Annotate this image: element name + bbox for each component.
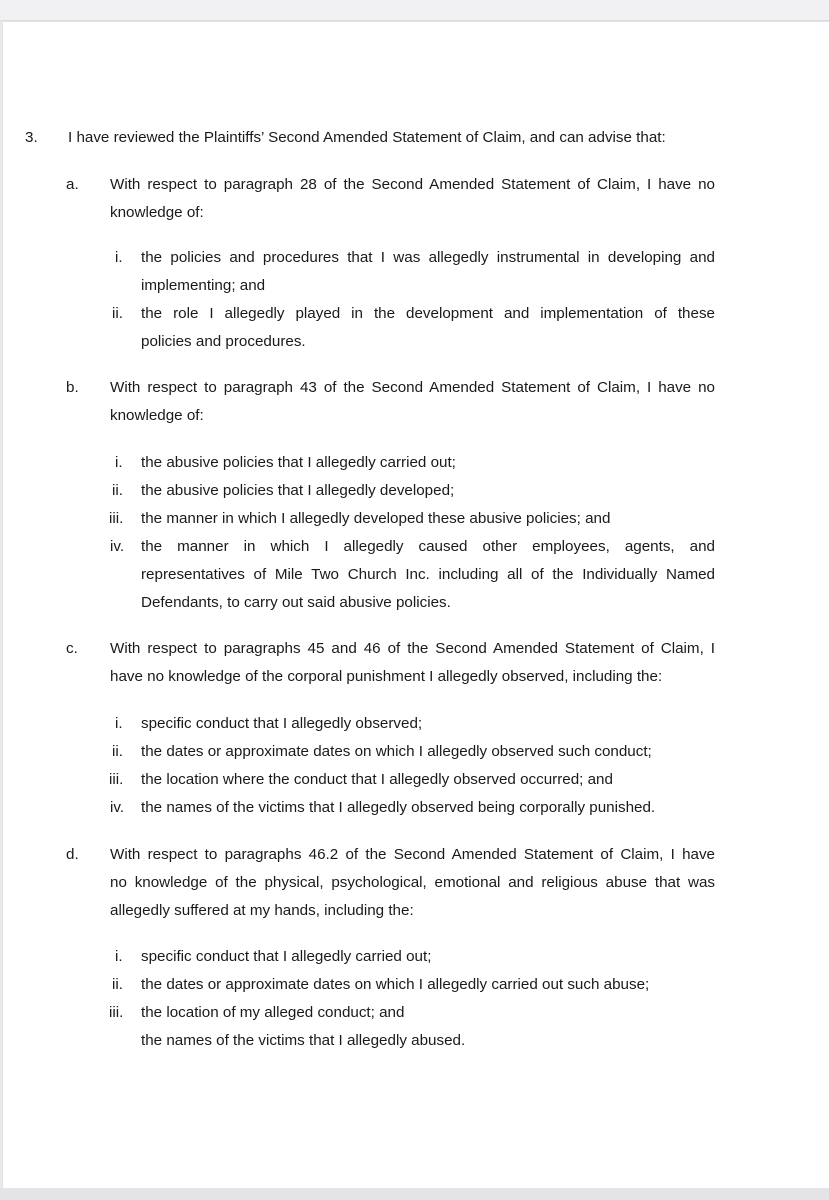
c-item-ii-number: ii.	[112, 743, 123, 760]
c-item-iii-line-1: the location where the conduct that I allegedly observed occurred; and	[141, 771, 613, 788]
subparagraph-a-line-2: knowledge of:	[110, 204, 204, 221]
subparagraph-c-line-1: With respect to paragraphs 45 and 46 of the Second Amended Statement of Claim, I	[110, 640, 715, 657]
document-page	[3, 22, 829, 1188]
b-item-i-line-1: the abusive policies that I allegedly carried out;	[141, 454, 456, 471]
a-item-i-line-2: implementing; and	[141, 277, 266, 294]
d-item-iii-line-1: the location of my alleged conduct; and	[141, 1004, 405, 1021]
b-item-iv-line-1: the manner in which I allegedly caused other employees, agents, and	[141, 538, 715, 555]
a-item-ii-number: ii.	[112, 305, 123, 322]
c-item-iv-line-1: the names of the victims that I allegedly observed being corporally punished.	[141, 799, 656, 816]
a-item-ii-line-1: the role I allegedly played in the development and implementation of these	[141, 305, 715, 322]
subparagraph-d-letter: d.	[66, 846, 79, 863]
b-item-ii-number: ii.	[112, 482, 123, 499]
b-item-ii-line-1: the abusive policies that I allegedly developed;	[141, 482, 455, 499]
subparagraph-c-letter: c.	[66, 640, 78, 657]
subparagraph-a-letter: a.	[66, 176, 79, 193]
paragraph-number: 3.	[25, 129, 38, 146]
b-item-iv-number: iv.	[110, 538, 125, 555]
b-item-iii-line-1: the manner in which I allegedly developed these abusive policies; and	[141, 510, 611, 527]
b-item-i-number: i.	[115, 454, 123, 471]
subparagraph-b-line-2: knowledge of:	[110, 407, 204, 424]
c-item-iv-number: iv.	[110, 799, 125, 816]
d-item-iii-number: iii.	[109, 1004, 124, 1021]
d-item-i-line-1: specific conduct that I allegedly carried out;	[141, 948, 432, 965]
subparagraph-d-line-2: no knowledge of the physical, psychological, emotional and religious abuse that was	[110, 874, 715, 891]
c-item-ii-line-1: the dates or approximate dates on which I allegedly observed such conduct;	[141, 743, 652, 760]
subparagraph-d-line-3: allegedly suffered at my hands, including the:	[110, 902, 414, 919]
subparagraph-b-line-1: With respect to paragraph 43 of the Second Amended Statement of Claim, I have no	[110, 379, 715, 396]
subparagraph-a-line-1: With respect to paragraph 28 of the Second Amended Statement of Claim, I have no	[110, 176, 715, 193]
d-item-ii-number: ii.	[112, 976, 123, 993]
viewer-top-edge	[0, 0, 829, 21]
subparagraph-c-line-2: have no knowledge of the corporal punishment I allegedly observed, including the:	[110, 668, 663, 685]
a-item-ii-line-2: policies and procedures.	[141, 333, 306, 350]
d-item-i-number: i.	[115, 948, 123, 965]
b-item-iii-number: iii.	[109, 510, 124, 527]
d-item-ii-line-1: the dates or approximate dates on which I allegedly carried out such abuse;	[141, 976, 650, 993]
c-item-i-number: i.	[115, 715, 123, 732]
b-item-iv-line-3: Defendants, to carry out said abusive policies.	[141, 594, 451, 611]
c-item-i-line-1: specific conduct that I allegedly observed;	[141, 715, 423, 732]
a-item-i-number: i.	[115, 249, 123, 266]
viewer-bottom-edge	[0, 1188, 829, 1200]
subparagraph-d-line-1: With respect to paragraphs 46.2 of the Second Amended Statement of Claim, I have	[110, 846, 715, 863]
a-item-i-line-1: the policies and procedures that I was allegedly instrumental in developing and	[141, 249, 715, 266]
d-item-iv-line-1: the names of the victims that I allegedly abused.	[141, 1032, 466, 1049]
b-item-iv-line-2: representatives of Mile Two Church Inc. including all of the Individually Named	[141, 566, 715, 583]
paragraph-intro-text: I have reviewed the Plaintiffs’ Second Amended Statement of Claim, and can advise that:	[68, 129, 666, 146]
c-item-iii-number: iii.	[109, 771, 124, 788]
subparagraph-b-letter: b.	[66, 379, 79, 396]
